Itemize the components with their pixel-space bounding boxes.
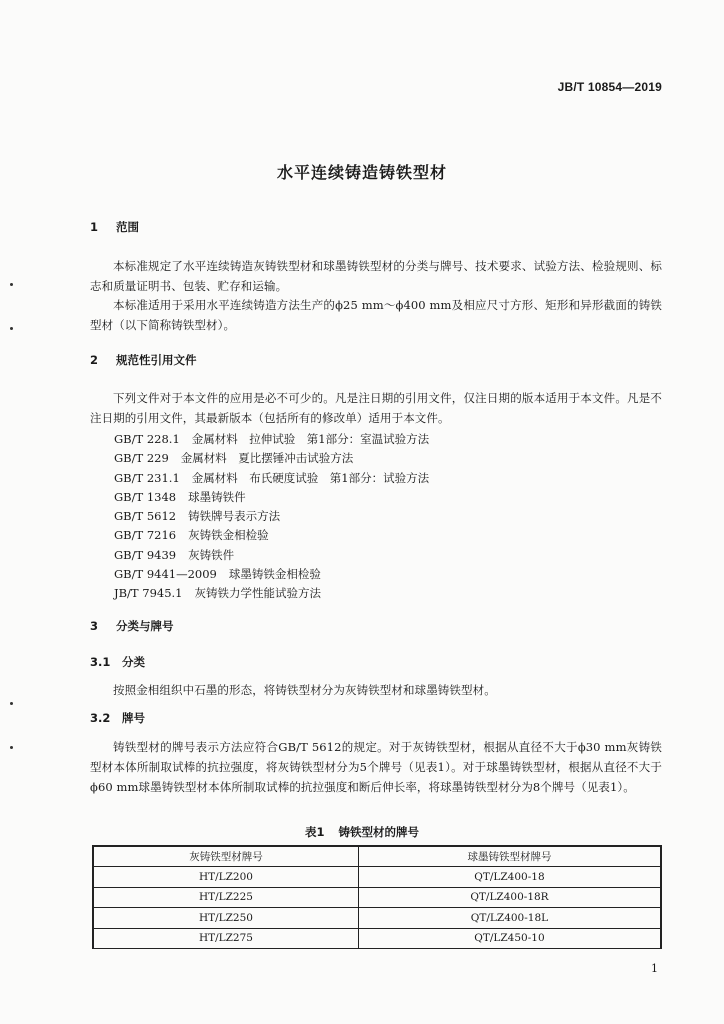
table-cell: QT/LZ400-18L [358,908,661,929]
table-caption-title: 铸铁型材的牌号 [338,825,419,839]
table-cell: QT/LZ400-18R [358,887,661,908]
grade-paragraph: 铸铁型材的牌号表示方法应符合GB/T 5612的规定。对于灰铸铁型材，根据从直径不大于ϕ30 mm灰铸铁型材本体所制取试棒的抗拉强度，将灰铸铁型材分为5个牌号（见表1）。对于球墨铸铁型材，根据从直径不大于ϕ60 mm球墨铸铁型材本体所制取试棒的抗拉强度和断后伸长率，将球墨铸铁型材分为8个牌号（见表1）。 [90,740,662,794]
reference-item [114,584,429,603]
table-caption-number: 表1 [304,825,325,839]
section-3-1-heading [90,654,145,670]
standard-code: JB/T 10854—2019 [557,80,662,94]
normative-references-list [114,430,429,604]
scope-paragraph-2: 本标准适用于采用水平连续铸造方法生产的ϕ25 mm～ϕ400 mm及相应尺寸方形、矩形和异形截面的铸铁型材（以下简称铸铁型材）。 [90,298,662,332]
table-cell: QT/LZ400-18 [358,867,661,888]
section-3-heading [90,618,174,634]
reference-title: 灰铸铁金相检验 [188,528,269,543]
reference-code: GB/T 7216 [114,528,177,543]
reference-code: JB/T 7945.1 [114,586,183,601]
reference-title: 金属材料 拉伸试验 第1部分：室温试验方法 [191,432,430,446]
reference-item [114,469,429,488]
table-cell: HT/LZ250 [93,908,358,929]
page-number: 1 [651,962,658,975]
reference-code: GB/T 1348 [114,489,177,504]
reference-title: 金属材料 夏比摆锤冲击试验方法 [180,451,354,466]
scan-speck [10,283,13,286]
section-title: 分类与牌号 [116,619,174,633]
grade-table [92,845,662,949]
reference-item [114,488,429,507]
reference-item [114,565,429,584]
reference-code: GB/T 5612 [114,509,177,524]
references-intro: 下列文件对于本文件的应用是必不可少的。凡是注日期的引用文件，仅注日期的版本适用于本文件。凡是不注日期的引用文件，其最新版本（包括所有的修改单）适用于本文件。 [90,391,662,425]
section-title: 规范性引用文件 [116,353,197,367]
section-2-heading [90,352,197,368]
reference-code: GB/T 9441—2009 [114,567,217,582]
section-number: 3.2 [90,711,111,725]
table-row [93,867,661,888]
table-row [93,908,661,929]
reference-code: GB/T 228.1 [114,432,180,446]
table-cell: HT/LZ225 [93,887,358,908]
table-header-row [93,846,661,867]
section-number: 3 [90,619,99,633]
reference-item [114,507,429,526]
scan-speck [10,702,13,705]
reference-item [114,546,429,565]
section-number: 1 [90,220,99,234]
table-row [93,887,661,908]
section-3-2-heading [90,710,145,726]
table-cell: HT/LZ200 [93,867,358,888]
reference-title: 灰铸铁力学性能试验方法 [194,586,322,601]
reference-item [114,526,429,545]
table-row [93,928,661,949]
section-title: 分类 [122,655,145,669]
reference-code: GB/T 229 [114,451,169,466]
table-1-caption [0,824,724,840]
reference-title: 球墨铸铁件 [188,489,246,504]
scan-speck [10,746,13,749]
table-cell: HT/LZ275 [93,928,358,949]
section-number: 3.1 [90,655,111,669]
reference-title: 铸铁牌号表示方法 [188,509,281,524]
reference-code: GB/T 9439 [114,547,177,562]
section-title: 范围 [116,220,139,234]
reference-title: 灰铸铁件 [188,547,235,562]
classification-paragraph: 按照金相组织中石墨的形态，将铸铁型材分为灰铸铁型材和球墨铸铁型材。 [113,683,496,697]
table-cell: QT/LZ450-10 [358,928,661,949]
scope-paragraph-1: 本标准规定了水平连续铸造灰铸铁型材和球墨铸铁型材的分类与牌号、技术要求、试验方法、检验规则、标志和质量证明书、包装、贮存和运输。 [90,259,662,293]
reference-item [114,430,429,449]
scan-speck [10,327,13,330]
section-1-heading [90,219,139,235]
section-number: 2 [90,353,99,367]
reference-code: GB/T 231.1 [114,470,180,485]
table-header-cell: 球墨铸铁型材牌号 [358,846,661,867]
section-title: 牌号 [122,711,145,725]
reference-title: 金属材料 布氏硬度试验 第1部分：试验方法 [191,470,430,485]
reference-item [114,449,429,468]
table-header-cell: 灰铸铁型材牌号 [93,846,358,867]
reference-title: 球墨铸铁金相检验 [228,567,321,582]
document-title: 水平连续铸造铸铁型材 [276,163,447,182]
